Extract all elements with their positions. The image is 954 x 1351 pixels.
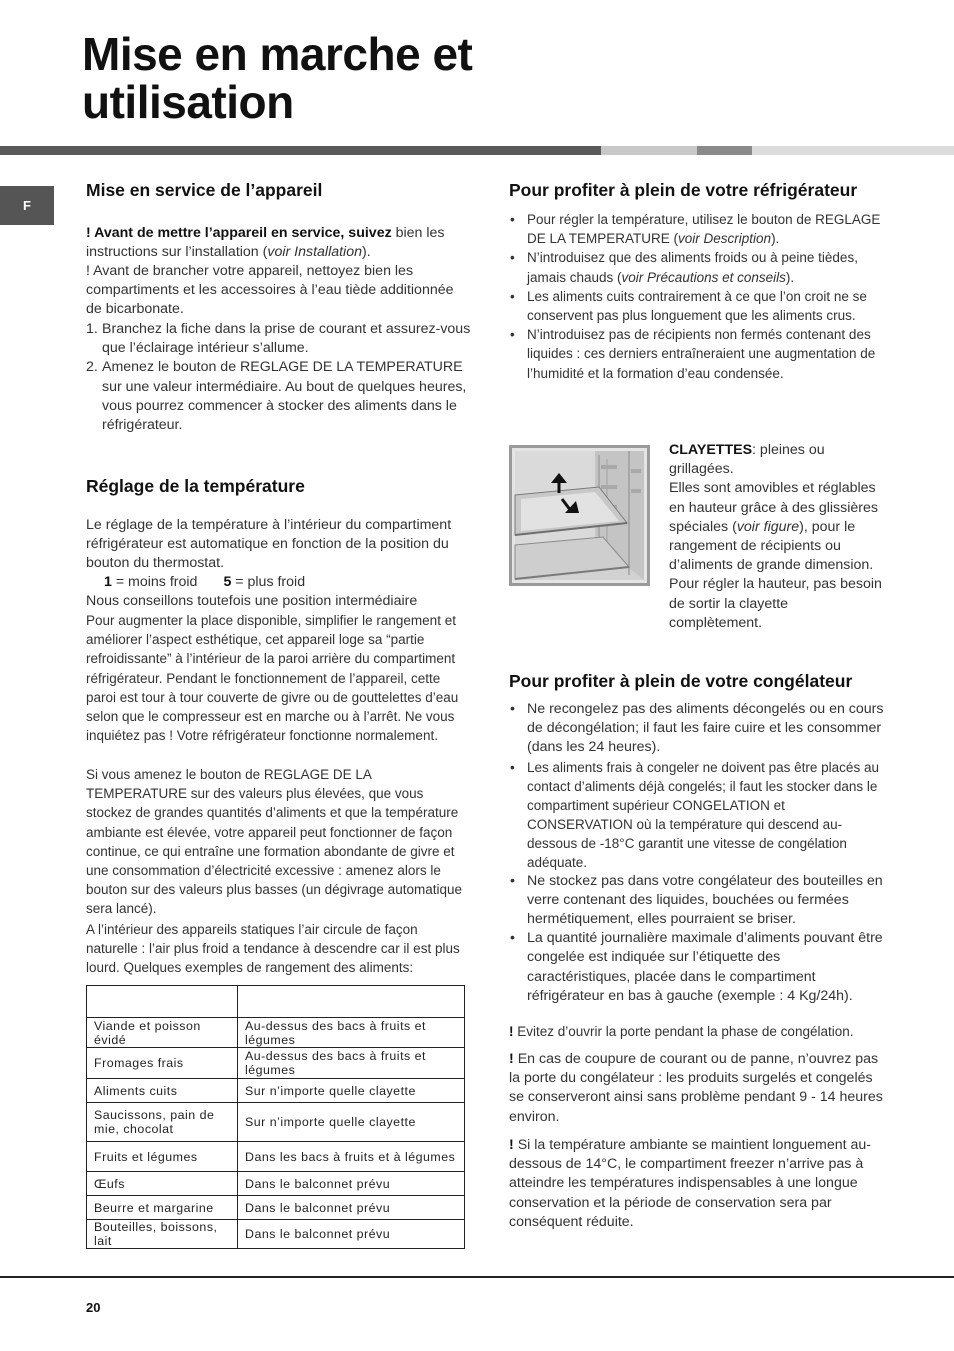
freezer-tips — [509, 700, 887, 1006]
shelf-figure — [509, 445, 650, 586]
list-item: • Les aliments frais à congeler ne doivent pas être placés au contact d’aliments déjà congelés; il faut les stocker dans le compartiment supérieur CONGELATION et CONSERVATION où la température qui descend au-dessous de -18°C garantit une vitesse de congélation adéquate. — [509, 758, 887, 872]
list-item: • Les aliments cuits contrairement à ce que l’on croit ne se conservent pas plus longuement que les aliments crus. — [509, 287, 881, 325]
service-warning-2: ! Avant de brancher votre appareil, nettoyez bien les compartiments et les accessoires à l’eau tiède additionnée de bicarbonate. — [86, 263, 454, 318]
table-row: Fromages frais Au-dessus des bacs à fruits et légumes — [87, 1048, 465, 1079]
list-item: 2. Amenez le bouton de REGLAGE DE LA TEMPERATURE sur une valeur intermédiaire. Au bout de quelques heures, vous pourrez commencer à stocker des aliments dans le réfrigérateur. — [86, 359, 467, 434]
temperature-intro: Le réglage de la température à l’intérieur du compartiment réfrigérateur est automatique en fonction de la position du bouton du thermostat. — [86, 517, 452, 572]
temperature-body-3: A l’intérieur des appareils statiques l’air circule de façon naturelle : l’air plus froid a tendance à descendre car il est plus lourd. Quelques exemples de rangement des aliments: — [86, 922, 460, 976]
header-bar-dark — [0, 146, 601, 155]
language-tab: F — [0, 186, 54, 225]
header-bar-pale — [752, 146, 954, 155]
table-row: Œufs Dans le balconnet prévu — [87, 1172, 465, 1196]
table-row: Beurre et margarine Dans le balconnet prévu — [87, 1196, 465, 1220]
table-row: Fruits et légumes Dans les bacs à fruits et à légumes — [87, 1142, 465, 1172]
table-row: Bouteilles, boissons, lait Dans le balconnet prévu — [87, 1220, 465, 1249]
list-item: • La quantité journalière maximale d’aliments pouvant être congelée est indiquée sur l’étiquette des caractéristiques, placée dans le compartiment réfrigérateur en bas à gauche (exemple : 4 Kg/24h). — [509, 929, 887, 1006]
page-title-line2: utilisation — [82, 76, 294, 128]
temperature-body: Pour augmenter la place disponible, simplifier le rangement et améliorer l’aspect esthétique, cet appareil loge sa “partie refroidissante” à l’intérieur de la paroi arrière du compartiment réfrigérateur. Pendant le fonctionnement de l’appareil, cette paroi est tour à tour couverte de givre ou de gouttelettes d’eau selon que le compresseur est en marche ou à l’arrêt. Ne vous inquiétez pas ! Votre réfrigérateur fonctionne normalement. — [86, 613, 459, 744]
shelves-description: CLAYETTES: pleines ou grillagées. Elles sont amovibles et réglables en hauteur grâce à des glissières spéciales (voir figure), pour le rangement de récipients ou d’aliments de grande dimension. Pour régler la hauteur, pas besoin de sortir la clayette complètement. — [669, 442, 882, 631]
storage-table — [86, 985, 465, 1249]
list-item: • Pour régler la température, utilisez le bouton de REGLAGE DE LA TEMPERATURE (voir Description). — [509, 210, 881, 248]
shelf-illustration — [509, 445, 650, 586]
temperature-scale: 1 = moins froid 5 = plus froid — [104, 574, 306, 590]
table-row: Viande et poisson évidé Au-dessus des bacs à fruits et légumes — [87, 1018, 465, 1048]
list-item: 1. Branchez la fiche dans la prise de courant et assurez-vous que l’éclairage intérieur s’allume. — [86, 321, 471, 357]
list-item: • Ne stockez pas dans votre congélateur des bouteilles en verre contenant des liquides, bouchées ou fermées hermétiquement, elles pourraient se briser. — [509, 872, 887, 930]
fridge-heading: Pour profiter à plein de votre réfrigérateur — [509, 180, 858, 200]
footer-divider — [0, 1276, 954, 1278]
table-header-row — [87, 986, 465, 1018]
temperature-heading: Réglage de la température — [86, 476, 305, 496]
header-bar-light — [601, 146, 697, 155]
freezer-note-2: ! En cas de coupure de courant ou de panne, n’ouvrez pas la porte du congélateur : les produits surgelés et congelés se conserveront ainsi sans problème pendant 9 - 14 heures environ. — [509, 1051, 883, 1125]
service-warning-1: ! Avant de mettre l’appareil en service, suivez bien les instructions sur l’installation (voir Installation). — [86, 225, 445, 261]
service-heading: Mise en service de l’appareil — [86, 180, 323, 200]
page-title — [82, 30, 472, 126]
list-item: • N’introduisez pas de récipients non fermés contenant des liquides : ces derniers entraîneraient une augmentation de l’humidité et la formation d’eau condensée. — [509, 325, 881, 383]
freezer-note-1: ! Evitez d’ouvrir la porte pendant la phase de congélation. — [509, 1024, 854, 1039]
freezer-heading: Pour profiter à plein de votre congélateur — [509, 671, 853, 691]
temperature-advice: Nous conseillons toutefois une position intermédiaire — [86, 593, 418, 609]
temperature-body-2: Si vous amenez le bouton de REGLAGE DE LA TEMPERATURE sur des valeurs plus élevées, que vous stockez de grandes quantités d’aliments et que la température ambiante est élevée, votre appareil peut fonctionner de façon continue, ce qui entraîne une formation abondante de givre et une consommation d’électricité excessive : amenez alors le bouton sur des valeurs plus basses (un dégivrage automatique sera lancé). — [86, 767, 462, 917]
header-bar-mid — [697, 146, 752, 155]
page-number: 20 — [86, 1300, 101, 1315]
service-steps — [86, 320, 474, 435]
table-row: Saucissons, pain de mie, chocolat Sur n’importe quelle clayette — [87, 1103, 465, 1142]
list-item: • Ne recongelez pas des aliments décongelés ou en cours de décongélation; il faut les faire cuire et les consommer (dans les 24 heures). — [509, 700, 887, 758]
fridge-tips — [509, 210, 881, 383]
page-title-line1: Mise en marche et — [82, 28, 473, 80]
list-item: • N’introduisez que des aliments froids ou à peine tièdes, jamais chauds (voir Précautions et conseils). — [509, 248, 881, 286]
freezer-note-3: ! Si la température ambiante se maintient longuement au-dessous de 14°C, le compartiment freezer n’arrive pas à atteindre les températures indispensables à une longue conservation et la période de conservation sera par conséquent réduite. — [509, 1137, 871, 1230]
table-row: Aliments cuits Sur n’importe quelle clayette — [87, 1079, 465, 1103]
